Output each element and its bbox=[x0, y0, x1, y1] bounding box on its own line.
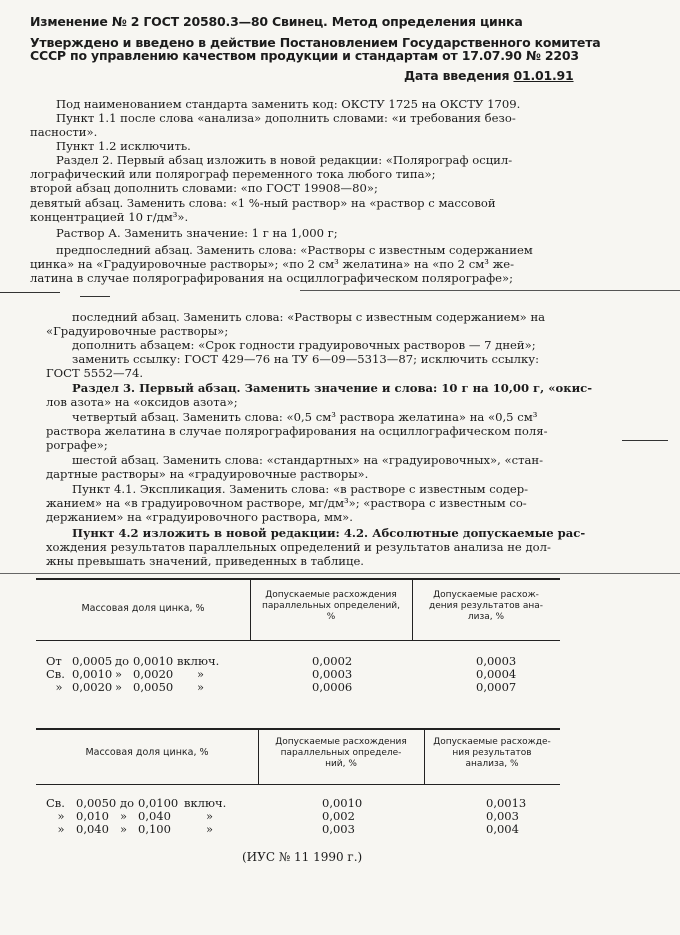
body2-line: ГОСТ 5552—74. bbox=[46, 366, 144, 380]
cut-mark bbox=[300, 290, 680, 291]
body1-line: Пункт 1.1 после слова «анализа» дополнить словами: «и требования безо- bbox=[56, 111, 516, 125]
table-cell: 0,003 bbox=[322, 822, 355, 836]
table-1-header-results: Допускаемые расхож- дения результатов ана- лиза, % bbox=[428, 590, 544, 622]
approval-line-2: СССР по управлению качеством продукции и стандартам от 17.07.90 № 2203 bbox=[30, 48, 579, 63]
footer-source: (ИУС № 11 1990 г.) bbox=[242, 850, 363, 864]
body1-line: Раствор А. Заменить значение: 1 г на 1,000 г; bbox=[56, 226, 338, 240]
body1-line: латина в случае полярографирования на осциллографическом полярографе»; bbox=[30, 271, 514, 285]
body2-line: шестой абзац. Заменить слова: «стандартных» на «градуировочных», «стан- bbox=[72, 453, 544, 467]
table-2-header-mass: Массовая доля цинка, % bbox=[85, 747, 209, 758]
body1-line: Раздел 2. Первый абзац изложить в новой редакции: «Полярограф осцил- bbox=[56, 153, 513, 167]
body2-line: жны превышать значений, приведенных в таблице. bbox=[46, 554, 364, 568]
cut-mark bbox=[0, 573, 680, 574]
table-cell: 0,0002 bbox=[312, 654, 353, 668]
body1-line: лографический или полярограф переменного тока любого типа»; bbox=[30, 167, 436, 181]
table-cell: 0,0003 bbox=[476, 654, 517, 668]
body2-line: раствора желатина в случае полярографирования на осциллографическом поля- bbox=[46, 424, 548, 438]
table-cell: 0,0004 bbox=[476, 667, 517, 681]
body1-line: второй абзац дополнить словами: «по ГОСТ 19908—80»; bbox=[30, 181, 378, 195]
table-row: » 0,010 » 0,040 » bbox=[57, 809, 214, 823]
body2-line: последний абзац. Заменить слова: «Растворы с известным содержанием» на bbox=[72, 310, 546, 324]
body2-line: хождения результатов параллельных определений и результатов анализа не дол- bbox=[46, 540, 551, 554]
body2-line: лов азота» на «оксидов азота»; bbox=[46, 395, 238, 409]
cut-mark bbox=[0, 292, 60, 293]
table-cell: 0,004 bbox=[486, 822, 519, 836]
table-2-header-results: Допускаемые расхожде- ния результатов анализа, % bbox=[433, 737, 551, 769]
body1-line: цинка» на «Градуировочные растворы»; «по 2 см³ желатина» на «по 2 см³ же- bbox=[30, 257, 515, 271]
document-title: Изменение № 2 ГОСТ 20580.3—80 Свинец. Метод определения цинка bbox=[30, 14, 523, 29]
body2-line: четвертый абзац. Заменить слова: «0,5 см³ раствора желатина» на «0,5 см³ bbox=[72, 410, 538, 424]
body2-line: Пункт 4.2 изложить в новой редакции: 4.2. Абсолютные допускаемые рас- bbox=[72, 526, 586, 540]
table-cell: 0,0003 bbox=[312, 667, 353, 681]
table-cell: 0,0006 bbox=[312, 680, 353, 694]
table-2-header-parallel: Допускаемые расхождения параллельных определе- ний, % bbox=[275, 737, 407, 769]
body1-line: Пункт 1.2 исключить. bbox=[56, 139, 191, 153]
body2-line: дартные растворы» на «градуировочные растворы». bbox=[46, 467, 369, 481]
table-cell: 0,002 bbox=[322, 809, 355, 823]
body2-line: держанием» на «градуировочного раствора, мм». bbox=[46, 510, 353, 524]
body2-line: жанием» на «в градуировочном растворе, мг/дм³»; «раствора с известным со- bbox=[46, 496, 527, 510]
table-row: От 0,0005 до 0,0010 включ. bbox=[46, 654, 220, 668]
body2-line: Раздел 3. Первый абзац. Заменить значение и слова: 10 г на 10,00 г, «окис- bbox=[72, 381, 593, 395]
body2-line: заменить ссылку: ГОСТ 429—76 на ТУ 6—09—5313—87; исключить ссылку: bbox=[72, 352, 540, 366]
body2-line: рографе»; bbox=[46, 438, 108, 452]
cut-mark bbox=[80, 296, 110, 297]
table-cell: 0,0013 bbox=[486, 796, 527, 810]
table-row: Св. 0,0010 » 0,0020 » bbox=[46, 667, 205, 681]
effective-date bbox=[404, 68, 574, 83]
body1-line: девятый абзац. Заменить слова: «1 %-ный раствор» на «раствор с массовой bbox=[30, 196, 496, 210]
body1-line: концентрацией 10 г/дм³». bbox=[30, 210, 189, 224]
body2-line: Пункт 4.1. Экспликация. Заменить слова: «в растворе с известным содер- bbox=[72, 482, 529, 496]
body1-line: пасности». bbox=[30, 125, 98, 139]
table-row: » 0,0020 » 0,0050 » bbox=[55, 680, 205, 694]
body2-line: «Градуировочные растворы»; bbox=[46, 324, 229, 338]
table-cell: 0,0007 bbox=[476, 680, 517, 694]
table-cell: 0,003 bbox=[486, 809, 519, 823]
body1-line: Под наименованием стандарта заменить код: ОКСТУ 1725 на ОКСТУ 1709. bbox=[56, 97, 521, 111]
table-1-header-parallel: Допускаемые расхождения параллельных определений, % bbox=[261, 590, 401, 622]
table-row: Св. 0,0050 до 0,0100 включ. bbox=[46, 796, 227, 810]
effective-date-value: 01.01.91 bbox=[513, 68, 574, 83]
table-row: » 0,040 » 0,100 » bbox=[57, 822, 214, 836]
effective-date-label: Дата введения bbox=[404, 68, 510, 83]
table-1-header-mass: Массовая доля цинка, % bbox=[81, 603, 205, 614]
approval-line-1: Утверждено и введено в действие Постановлением Государственного комитета bbox=[30, 35, 601, 50]
body2-line: дополнить абзацем: «Срок годности градуировочных растворов — 7 дней»; bbox=[72, 338, 536, 352]
body1-line: предпоследний абзац. Заменить слова: «Растворы с известным содержанием bbox=[56, 243, 533, 257]
margin-mark bbox=[622, 440, 668, 441]
table-cell: 0,0010 bbox=[322, 796, 363, 810]
